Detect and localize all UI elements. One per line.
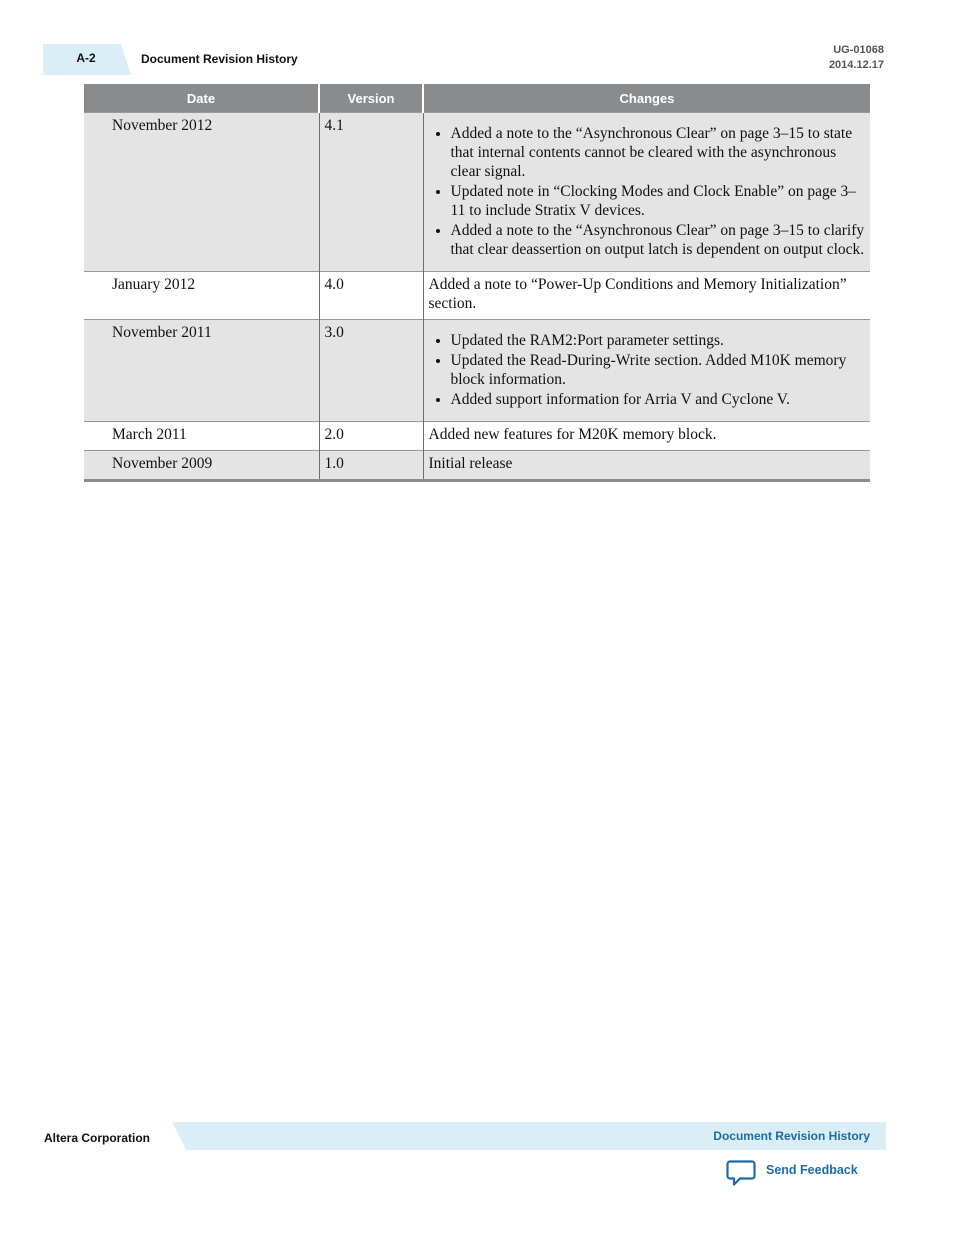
table-row [84,320,870,422]
revision-date: November 2009 [84,451,319,481]
column-header-version: Version [319,84,423,113]
document-date: 2014.12.17 [828,59,884,71]
revision-version: 2.0 [319,422,423,451]
list-item: • Updated note in “Clocking Modes and Clock Enable” on page 3–11 to include Stratix V devices. [451,182,866,220]
document-id-block [829,43,884,73]
revision-changes [423,113,870,272]
page-number: A-2 [76,51,96,65]
revision-changes: Added new features for M20K memory block. [423,422,870,451]
column-header-date: Date [84,84,319,113]
changes-list [429,124,866,259]
list-item: • Updated the Read-During-Write section. Added M10K memory block information. [451,351,866,389]
revision-changes: Initial release [423,451,870,481]
revision-changes [423,320,870,422]
column-header-changes: Changes [423,84,870,113]
send-feedback-label: Send Feedback [766,1163,858,1177]
revision-version: 4.1 [319,113,423,272]
footer-section-link[interactable]: Document Revision History [713,1129,870,1143]
table-row [84,451,870,481]
document-id: UG-01068 [833,44,884,56]
table-row [84,113,870,272]
list-item: • Added a note to the “Asynchronous Clear” on page 3–15 to clarify that clear deassertion on output latch is dependent on output clock. [451,221,866,259]
list-item: • Updated the RAM2:Port parameter settings. [451,331,866,350]
table-row [84,422,870,451]
revision-date: November 2012 [84,113,319,272]
footer-company-name: Altera Corporation [44,1131,151,1145]
speech-bubble-icon [726,1159,756,1187]
revision-date: November 2011 [84,320,319,422]
running-header-title: Document Revision History [141,52,298,66]
revision-date: January 2012 [84,272,319,320]
revision-date: March 2011 [84,422,319,451]
revision-history-table [84,84,870,482]
revision-version: 4.0 [319,272,423,320]
list-item: • Added a note to the “Asynchronous Clear” on page 3–15 to state that internal contents cannot be cleared with the asynchronous clear signal. [451,124,866,181]
changes-list [429,331,866,409]
send-feedback-button[interactable] [726,1158,858,1188]
list-item: • Added support information for Arria V and Cyclone V. [451,390,866,409]
table-row [84,272,870,320]
revision-version: 1.0 [319,451,423,481]
revision-changes: Added a note to “Power-Up Conditions and Memory Initialization” section. [423,272,870,320]
revision-version: 3.0 [319,320,423,422]
table-header-row [84,84,870,113]
